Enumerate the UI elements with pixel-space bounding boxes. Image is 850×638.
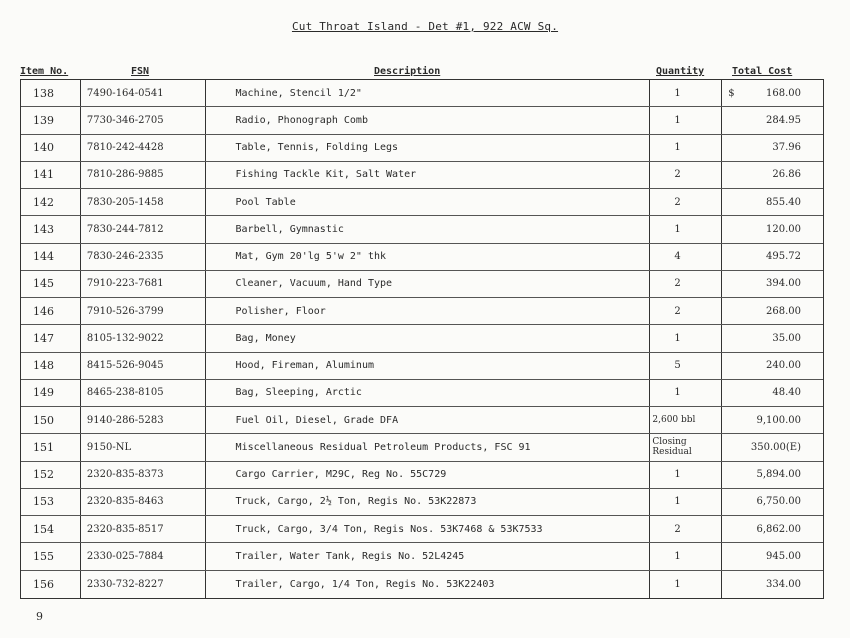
quantity-cell: 2	[650, 189, 722, 215]
total-cost-cell	[722, 216, 823, 242]
item-number-cell: 150	[21, 407, 81, 433]
item-number-cell: 147	[21, 325, 81, 351]
total-cost-cell	[722, 380, 823, 406]
fsn-cell: 8415-526-9045	[81, 353, 206, 379]
fsn-cell: 2330-025-7884	[81, 543, 206, 569]
total-cost-cell	[722, 543, 823, 569]
page-number: 9	[36, 610, 43, 623]
item-number-cell: 143	[21, 216, 81, 242]
fsn-cell: 7490-164-0541	[81, 80, 206, 106]
table-row	[21, 407, 823, 434]
cost-value: 394.00	[765, 278, 801, 290]
quantity-cell: 2	[650, 516, 722, 542]
fsn-cell: 7910-223-7681	[81, 271, 206, 297]
fsn-cell: 9140-286-5283	[81, 407, 206, 433]
fsn-cell: 2320-835-8463	[81, 489, 206, 515]
total-cost-cell	[722, 135, 823, 161]
fsn-cell: 7810-242-4428	[81, 135, 206, 161]
item-number-cell: 141	[21, 162, 81, 188]
description-cell: Barbell, Gymnastic	[206, 216, 651, 242]
item-number-cell: 148	[21, 353, 81, 379]
inventory-table	[20, 79, 824, 599]
description-cell: Fuel Oil, Diesel, Grade DFA	[206, 407, 651, 433]
total-cost-cell	[722, 271, 823, 297]
cost-value: 284.95	[765, 114, 801, 126]
cost-value: 6,750.00	[756, 496, 801, 508]
total-cost-cell	[722, 434, 823, 460]
fsn-cell: 8105-132-9022	[81, 325, 206, 351]
cost-value: 268.00	[765, 305, 801, 317]
item-number-cell: 155	[21, 543, 81, 569]
quantity-cell: 1	[650, 107, 722, 133]
description-cell: Machine, Stencil 1/2"	[206, 80, 651, 106]
quantity-cell: 1	[650, 380, 722, 406]
description-cell: Fishing Tackle Kit, Salt Water	[206, 162, 651, 188]
description-cell: Bag, Money	[206, 325, 651, 351]
header-item-no: Item No.	[20, 66, 69, 77]
item-number-cell: 144	[21, 244, 81, 270]
description-cell: Pool Table	[206, 189, 651, 215]
cost-value: 945.00	[765, 550, 801, 562]
total-cost-cell	[722, 489, 823, 515]
item-number-cell: 151	[21, 434, 81, 460]
table-row	[21, 489, 823, 516]
description-cell: Truck, Cargo, 2½ Ton, Regis No. 53K22873	[206, 489, 651, 515]
total-cost-cell	[722, 162, 823, 188]
total-cost-cell	[722, 80, 823, 106]
fsn-cell: 2330-732-8227	[81, 571, 206, 598]
table-row	[21, 162, 823, 189]
quantity-cell: 1	[650, 216, 722, 242]
cost-value: 37.96	[772, 142, 801, 154]
fsn-cell: 7830-205-1458	[81, 189, 206, 215]
description-cell: Bag, Sleeping, Arctic	[206, 380, 651, 406]
description-cell: Table, Tennis, Folding Legs	[206, 135, 651, 161]
quantity-cell: 1	[650, 489, 722, 515]
quantity-cell: 2	[650, 271, 722, 297]
total-cost-cell	[722, 325, 823, 351]
description-cell: Truck, Cargo, 3/4 Ton, Regis Nos. 53K7468 & 53K7533	[206, 516, 651, 542]
cost-value: 48.40	[772, 387, 801, 399]
description-cell: Miscellaneous Residual Petroleum Products, FSC 91	[206, 434, 651, 460]
item-number-cell: 145	[21, 271, 81, 297]
table-row	[21, 380, 823, 407]
cost-value: 855.40	[765, 196, 801, 208]
cost-value: 334.00	[765, 578, 801, 590]
total-cost-cell	[722, 462, 823, 488]
quantity-cell: 2	[650, 298, 722, 324]
cost-value: 5,894.00	[756, 469, 801, 481]
table-row	[21, 434, 823, 461]
fsn-cell: 2320-835-8373	[81, 462, 206, 488]
item-number-cell: 156	[21, 571, 81, 598]
quantity-cell: 1	[650, 571, 722, 598]
table-row	[21, 216, 823, 243]
quantity-cell: 1	[650, 543, 722, 569]
fsn-cell: 7730-346-2705	[81, 107, 206, 133]
header-fsn: FSN	[131, 66, 150, 77]
table-row	[21, 571, 823, 598]
quantity-cell: 5	[650, 353, 722, 379]
cost-value: 35.00	[772, 332, 801, 344]
quantity-cell: 1	[650, 325, 722, 351]
description-cell: Mat, Gym 20'lg 5'w 2" thk	[206, 244, 651, 270]
currency-symbol: $	[728, 87, 735, 99]
item-number-cell: 138	[21, 80, 81, 106]
item-number-cell: 149	[21, 380, 81, 406]
table-row	[21, 353, 823, 380]
description-cell: Hood, Fireman, Aluminum	[206, 353, 651, 379]
description-cell: Cleaner, Vacuum, Hand Type	[206, 271, 651, 297]
header-description: Description	[374, 66, 441, 77]
cost-value: 26.86	[772, 169, 801, 181]
total-cost-cell	[722, 107, 823, 133]
quantity-cell: 2	[650, 162, 722, 188]
total-cost-cell	[722, 516, 823, 542]
table-row	[21, 244, 823, 271]
fsn-cell: 7810-286-9885	[81, 162, 206, 188]
item-number-cell: 139	[21, 107, 81, 133]
table-row	[21, 107, 823, 134]
quantity-cell: 1	[650, 462, 722, 488]
cost-value: 350.00(E)	[750, 441, 801, 453]
item-number-cell: 140	[21, 135, 81, 161]
fsn-cell: 8465-238-8105	[81, 380, 206, 406]
description-cell: Polisher, Floor	[206, 298, 651, 324]
item-number-cell: 152	[21, 462, 81, 488]
table-row	[21, 189, 823, 216]
table-row	[21, 271, 823, 298]
cost-value: 495.72	[765, 251, 801, 263]
item-number-cell: 146	[21, 298, 81, 324]
total-cost-cell	[722, 244, 823, 270]
cost-value: 168.00	[765, 87, 801, 99]
total-cost-cell	[722, 298, 823, 324]
table-row	[21, 80, 823, 107]
cost-value: 9,100.00	[756, 414, 801, 426]
total-cost-cell	[722, 571, 823, 598]
cost-value: 6,862.00	[756, 523, 801, 535]
total-cost-cell	[722, 353, 823, 379]
fsn-cell: 9150-NL	[81, 434, 206, 460]
cost-value: 120.00	[765, 223, 801, 235]
total-cost-cell	[722, 189, 823, 215]
table-row	[21, 516, 823, 543]
quantity-cell: Closing Residual	[650, 434, 722, 460]
fsn-cell: 7830-246-2335	[81, 244, 206, 270]
fsn-cell: 7830-244-7812	[81, 216, 206, 242]
description-cell: Trailer, Cargo, 1/4 Ton, Regis No. 53K22403	[206, 571, 651, 598]
document-title: Cut Throat Island - Det #1, 922 ACW Sq.	[291, 20, 559, 33]
quantity-cell: 4	[650, 244, 722, 270]
total-cost-cell	[722, 407, 823, 433]
quantity-cell: 1	[650, 80, 722, 106]
table-row	[21, 325, 823, 352]
table-row	[21, 462, 823, 489]
fsn-cell: 7910-526-3799	[81, 298, 206, 324]
table-row	[21, 298, 823, 325]
fsn-cell: 2320-835-8517	[81, 516, 206, 542]
description-cell: Radio, Phonograph Comb	[206, 107, 651, 133]
table-row	[21, 543, 823, 570]
item-number-cell: 153	[21, 489, 81, 515]
item-number-cell: 154	[21, 516, 81, 542]
table-row	[21, 135, 823, 162]
header-total-cost: Total Cost	[732, 66, 793, 77]
cost-value: 240.00	[765, 360, 801, 372]
description-cell: Cargo Carrier, M29C, Reg No. 55C729	[206, 462, 651, 488]
header-quantity: Quantity	[656, 66, 705, 77]
quantity-cell: 2,600 bbl	[650, 407, 722, 433]
item-number-cell: 142	[21, 189, 81, 215]
quantity-cell: 1	[650, 135, 722, 161]
description-cell: Trailer, Water Tank, Regis No. 52L4245	[206, 543, 651, 569]
